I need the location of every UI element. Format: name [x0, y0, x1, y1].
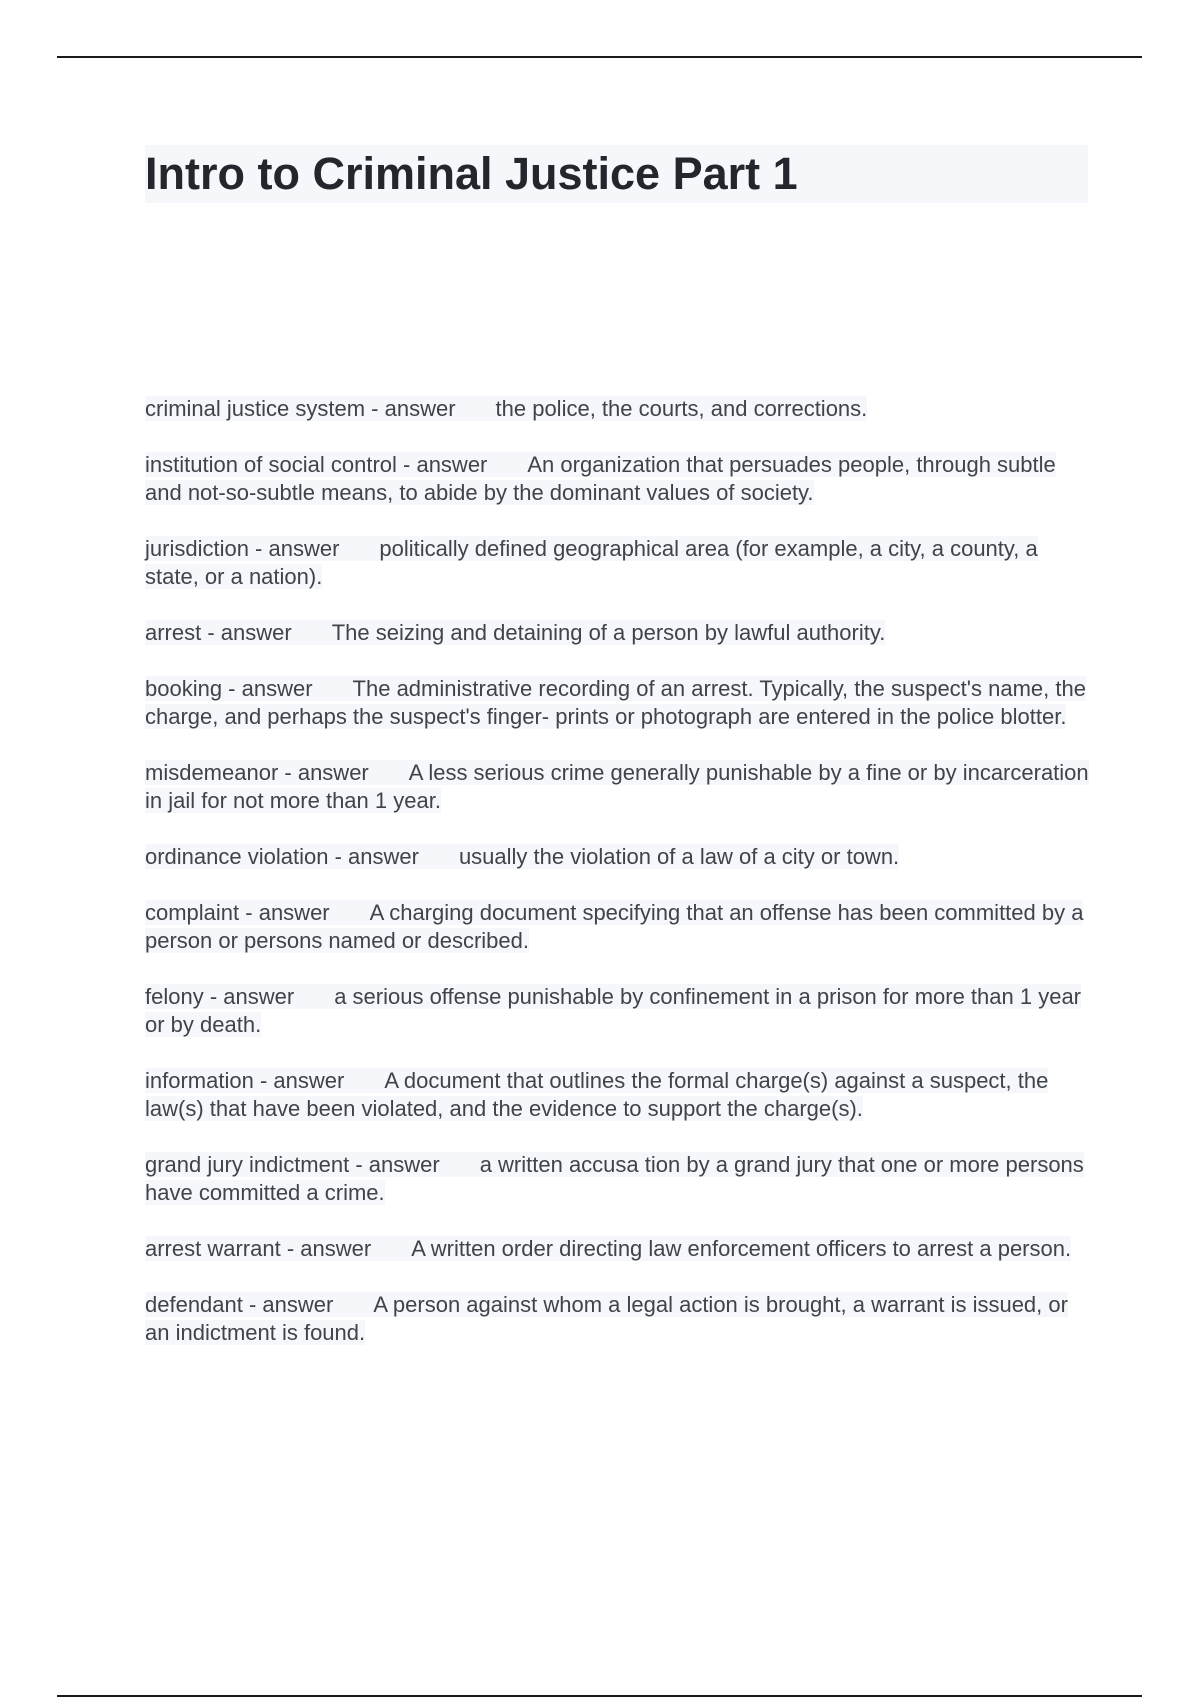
term-label: information - answer: [145, 1068, 345, 1093]
term-entry-grand-jury-indictment: [145, 1151, 1090, 1207]
document-title: Intro to Criminal Justice Part 1: [145, 148, 798, 199]
term-definition: the police, the courts, and corrections.: [495, 396, 868, 421]
term-definition: A charging document specifying that an offense has been committed by a person or persons named or described.: [145, 900, 1084, 953]
term-entry-felony: [145, 983, 1090, 1039]
term-entry-complaint: [145, 899, 1090, 955]
term-list: [145, 395, 1090, 1375]
term-entry-institution-of-social-control: [145, 451, 1090, 507]
term-definition: A less serious crime generally punishable by a fine or by incarceration in jail for not more than 1 year.: [145, 760, 1089, 813]
term-definition: a written accusa tion by a grand jury that one or more persons have committed a crime.: [145, 1152, 1084, 1205]
term-entry-information: [145, 1067, 1090, 1123]
term-label: ordinance violation - answer: [145, 844, 419, 869]
term-label: booking - answer: [145, 676, 313, 701]
bottom-rule: [57, 1695, 1142, 1697]
term-label: jurisdiction - answer: [145, 536, 340, 561]
term-label: arrest warrant - answer: [145, 1236, 372, 1261]
term-label: arrest - answer: [145, 620, 292, 645]
term-label: misdemeanor - answer: [145, 760, 369, 785]
term-definition: a serious offense punishable by confinement in a prison for more than 1 year or by death.: [145, 984, 1082, 1037]
term-entry-ordinance-violation: [145, 843, 1090, 871]
term-label: institution of social control - answer: [145, 452, 488, 477]
term-label: defendant - answer: [145, 1292, 334, 1317]
term-definition: A written order directing law enforcement officers to arrest a person.: [411, 1236, 1072, 1261]
term-label: criminal justice system - answer: [145, 396, 456, 421]
term-definition: A document that outlines the formal charge(s) against a suspect, the law(s) that have been violated, and the evidence to support the charge(s).: [145, 1068, 1049, 1121]
term-definition: The seizing and detaining of a person by lawful authority.: [331, 620, 886, 645]
term-entry-jurisdiction: [145, 535, 1090, 591]
term-definition: politically defined geographical area (for example, a city, a county, a state, or a nation).: [145, 536, 1038, 589]
term-entry-arrest-warrant: [145, 1235, 1090, 1263]
term-entry-defendant: [145, 1291, 1090, 1347]
top-rule: [57, 56, 1142, 58]
term-label: grand jury indictment - answer: [145, 1152, 440, 1177]
term-label: felony - answer: [145, 984, 295, 1009]
term-definition: A person against whom a legal action is brought, a warrant is issued, or an indictment is found.: [145, 1292, 1068, 1345]
term-label: complaint - answer: [145, 900, 330, 925]
term-entry-arrest: [145, 619, 1090, 647]
term-definition: The administrative recording of an arrest. Typically, the suspect's name, the charge, and perhaps the suspect's finger- prints or photograph are entered in the police blotter.: [145, 676, 1086, 729]
term-entry-booking: [145, 675, 1090, 731]
term-definition: usually the violation of a law of a city or town.: [458, 844, 900, 869]
term-definition: An organization that persuades people, through subtle and not-so-subtle means, to abide by the dominant values of society.: [145, 452, 1056, 505]
term-entry-criminal-justice-system: [145, 395, 1090, 423]
term-entry-misdemeanor: [145, 759, 1090, 815]
title-block: [145, 145, 1088, 203]
